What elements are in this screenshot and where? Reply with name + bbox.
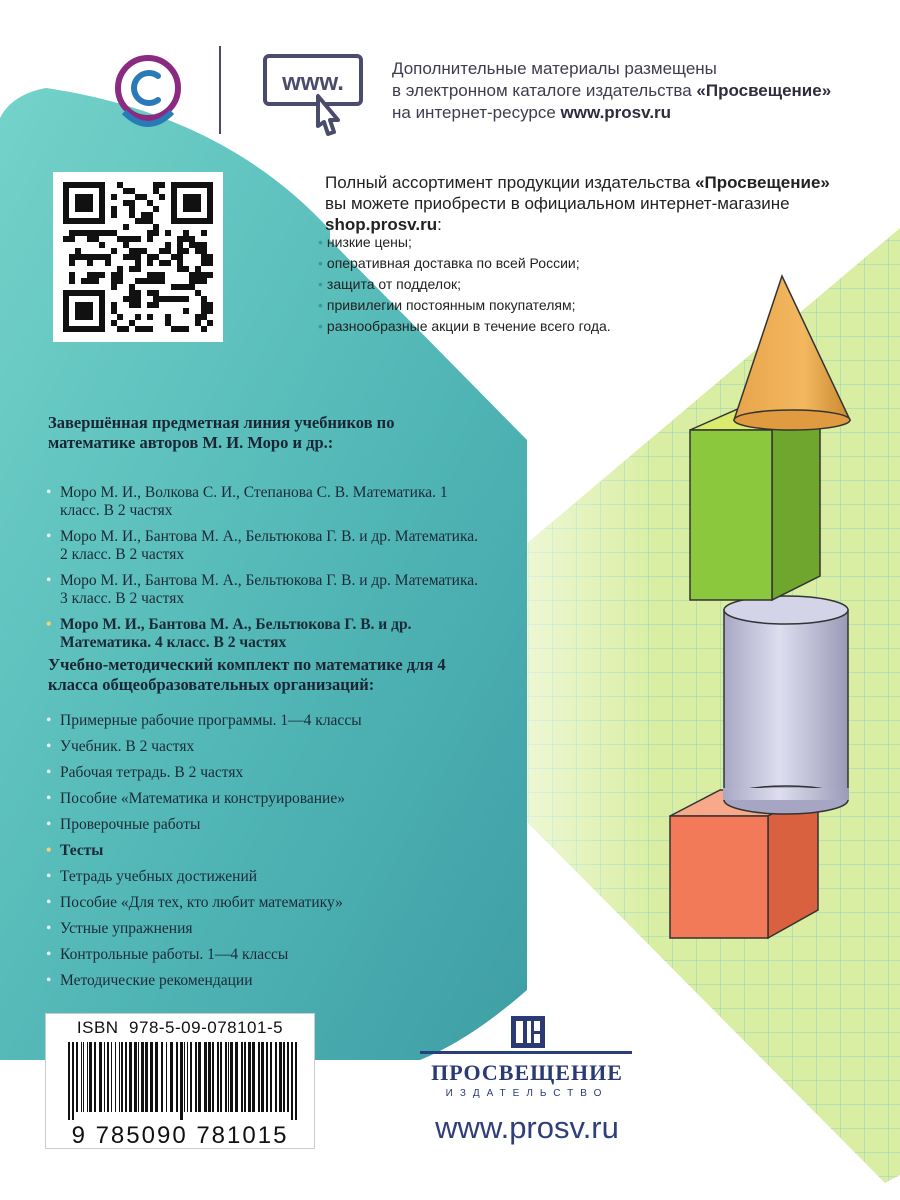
isbn-digits: 9 785090 781015	[71, 1122, 289, 1149]
logo-divider	[219, 46, 221, 134]
shop-benefit-item: • привилегии постоянным покупателям;	[318, 295, 738, 316]
qr-code[interactable]	[53, 172, 223, 342]
series-title: Завершённая предметная линия учебников по математике авторов М. И. Моро и др.:	[48, 413, 395, 452]
kit-item: • Учебник. В 2 частях	[44, 734, 484, 760]
publisher-logo-icon	[510, 1015, 546, 1049]
shop-url[interactable]: shop.prosv.ru	[325, 215, 438, 234]
cylinder	[723, 596, 849, 814]
shop-info-text	[325, 172, 885, 235]
kit-title: Учебно-методический комплект по математике для 4 класса общеобразовательных организаций:	[48, 655, 446, 694]
kit-list	[44, 708, 484, 994]
kit-item: • Проверочные работы	[44, 812, 484, 838]
kit-item: • Тетрадь учебных достижений	[44, 864, 484, 890]
barcode	[64, 1042, 299, 1120]
kit-item: • Примерные рабочие программы. 1—4 классы	[44, 708, 484, 734]
kit-item: • Методические рекомендации	[44, 968, 484, 994]
isbn-label: ISBN 978-5-09-078101-5	[76, 1018, 284, 1037]
catalog-line-1: Дополнительные материалы размещены	[392, 59, 717, 78]
series-book-item: • Моро М. И., Волкова С. И., Степанова С. В. Математика. 1 класс. В 2 частях	[44, 484, 484, 520]
shop-line-3: shop.prosv.ru:	[325, 215, 442, 234]
catalog-info-text	[392, 58, 862, 124]
publisher-name: ПРОСВЕЩЕНИЕ	[431, 1060, 623, 1085]
geometric-solids-illustration	[660, 270, 860, 950]
kit-item: • Тесты	[44, 838, 484, 864]
green-cube	[690, 408, 820, 600]
shop-benefit-item: • разнообразные акции в течение всего года.	[318, 316, 738, 337]
kit-item: • Пособие «Математика и конструирование»	[44, 786, 484, 812]
cone	[734, 276, 850, 430]
shop-benefit-item: • низкие цены;	[318, 232, 738, 253]
shop-benefit-item: • оперативная доставка по всей России;	[318, 253, 738, 274]
publisher-subtitle: ИЗДАТЕЛЬСТВО	[445, 1088, 609, 1099]
shop-line-2: вы можете приобрести в официальном интернет-магазине	[325, 194, 790, 213]
series-book-item: • Моро М. И., Бантова М. А., Бельтюкова Г. В. и др. Математика. 2 класс. В 2 частях	[44, 528, 484, 564]
series-list	[44, 484, 484, 660]
isbn-barcode-block	[45, 1013, 315, 1149]
series-book-item: • Моро М. И., Бантова М. А., Бельтюкова Г. В. и др. Математика. 3 класс. В 2 частях	[44, 572, 484, 608]
www-icon-text: www.	[282, 69, 344, 96]
kit-item: • Контрольные работы. 1—4 классы	[44, 942, 484, 968]
catalog-line-3: на интернет-ресурсе www.prosv.ru	[392, 103, 672, 122]
copyright-logo-icon	[112, 52, 184, 132]
shop-benefits-list	[318, 232, 738, 337]
kit-item: • Устные упражнения	[44, 916, 484, 942]
publisher-rule	[420, 1051, 632, 1054]
shop-benefit-item: • защита от подделок;	[318, 274, 738, 295]
catalog-url[interactable]: www.prosv.ru	[560, 103, 672, 122]
kit-item: • Пособие «Для тех, кто любит математику»	[44, 890, 484, 916]
catalog-line-2: в электронном каталоге издательства «Просвещение»	[392, 81, 832, 100]
series-book-item: • Моро М. И., Бантова М. А., Бельтюкова Г. В. и др. Математика. 4 класс. В 2 частях	[44, 616, 484, 652]
publisher-url[interactable]: www.prosv.ru	[435, 1110, 619, 1145]
www-click-icon	[262, 50, 366, 142]
kit-item: • Рабочая тетрадь. В 2 частях	[44, 760, 484, 786]
shop-line-1: Полный ассортимент продукции издательства «Просвещение»	[325, 173, 830, 192]
